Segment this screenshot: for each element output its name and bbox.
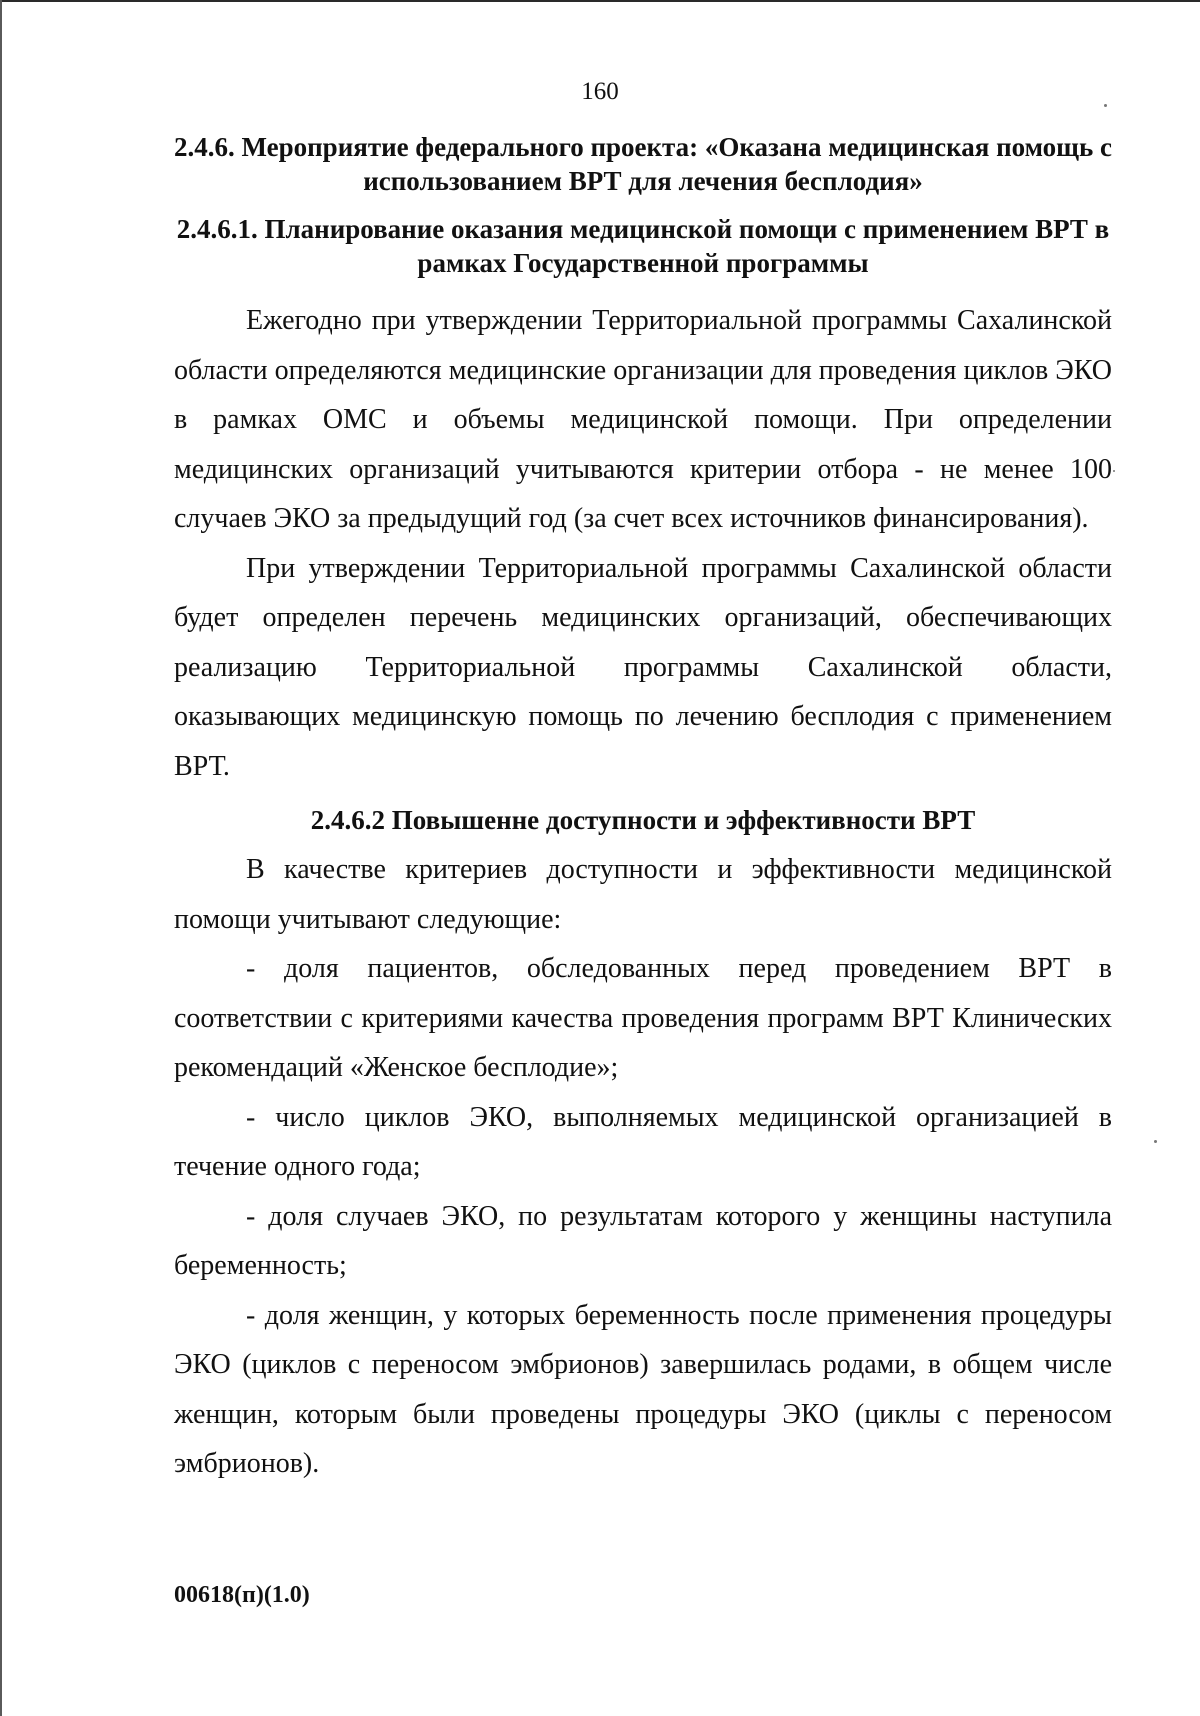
paragraph: Ежегодно при утверждении Территориальной программы Сахалинской области определяются медицинские организации для проведения циклов ЭКО в рамках ОМС и объемы медицинской помощи. При определении медицинских организаций учитываются критерии отбора - не менее 100 случаев ЭКО за предыдущий год (за счет всех источников финансирования). <box>174 305 1112 534</box>
paragraph: При утверждении Территориальной программы Сахалинской области будет определен перечень медицинских организаций, обеспечивающих реализацию Территориальной программы Сахалинской области, оказывающих медицинскую помощь по лечению бесплодия с применением ВРТ. <box>174 552 1112 782</box>
scan-speck <box>1113 470 1115 472</box>
scan-speck <box>1104 104 1107 107</box>
document-body <box>174 130 1112 1489</box>
scan-edge-left <box>0 0 2 1716</box>
paragraph: В качестве критериев доступности и эффективности медицинской помощи учитывают следующие: <box>174 854 1112 935</box>
criteria-list-item: - доля женщин, у которых беременность после применения процедуры ЭКО (циклов с переносом эмбрионов) завершилась родами, в общем числе женщин, которым были проведены процедуры ЭКО (циклы с переносом эмбрионов). <box>174 1299 1112 1479</box>
section-heading-2-4-6-1: 2.4.6.1. Планирование оказания медицинской помощи с применением ВРТ в рамках Государственной программы <box>176 214 1110 278</box>
page-number: 160 <box>581 78 619 105</box>
criteria-list-item: - доля пациентов, обследованных перед проведением ВРТ в соответствии с критериями качества проведения программ ВРТ Клинических рекомендаций «Женское бесплодие»; <box>174 953 1112 1083</box>
scan-speck <box>1154 1140 1157 1143</box>
criteria-list-item: - доля случаев ЭКО, по результатам которого у женщины наступила беременность; <box>174 1200 1112 1281</box>
scan-edge-top <box>0 0 1200 2</box>
document-code: 00618(п)(1.0) <box>174 1582 310 1608</box>
section-heading-2-4-6: 2.4.6. Мероприятие федерального проекта: «Оказана медицинская помощь с использованием ВРТ для лечения бесплодия» <box>174 132 1112 196</box>
criteria-list-item: - число циклов ЭКО, выполняемых медицинской организацией в течение одного года; <box>174 1101 1112 1182</box>
section-heading-2-4-6-2: 2.4.6.2 Повышенне доступности и эффективности ВРТ <box>310 805 976 835</box>
